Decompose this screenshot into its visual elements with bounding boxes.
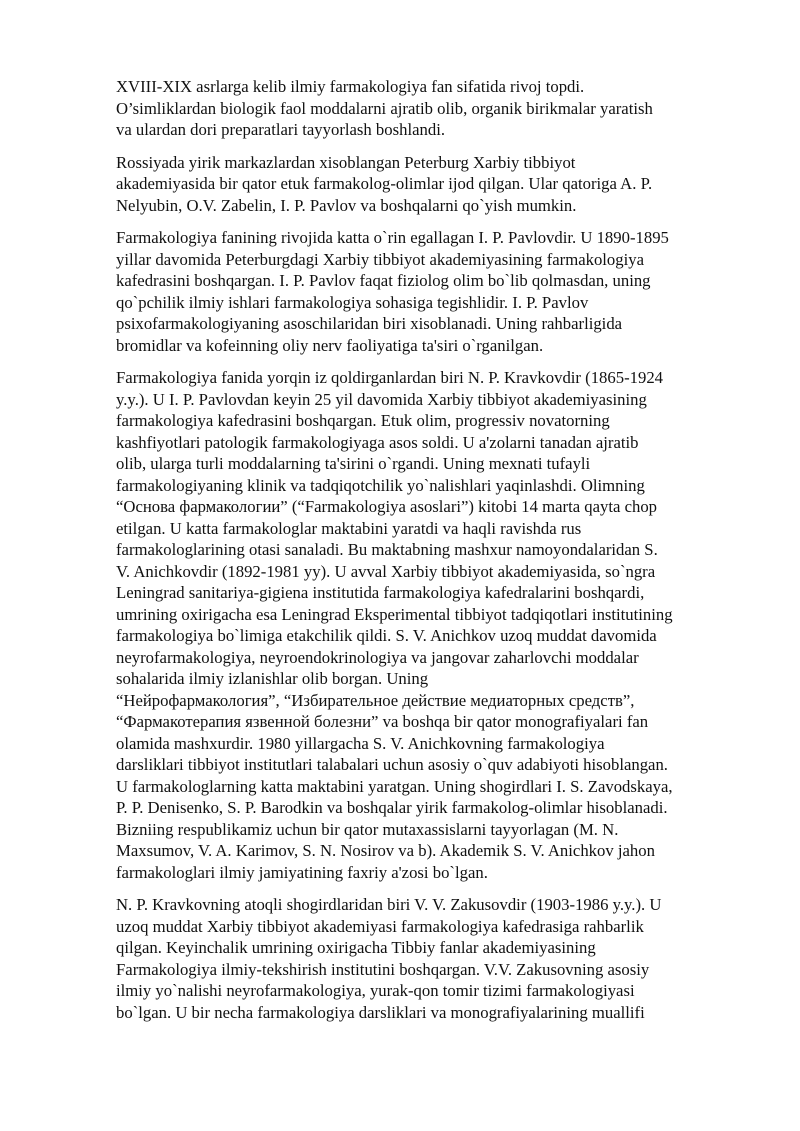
paragraph-intro: XVIII-XIX asrlarga kelib ilmiy farmakologiya fan sifatida rivoj topdi. O’simliklardan biologik faol moddalarni ajratib olib, organik birikmalar yaratish va ulardan dori preparatlari tayyorlash boshlandi. (116, 77, 653, 139)
paragraph-kravkov-anichkov: Farmakologiya fanida yorqin iz qoldirganlardan biri N. P. Kravkovdir (1865-1924 y.y.). U I. P. Pavlovdan keyin 25 yil davomida Xarbiy tibbiyot akademiyasining farmakologiya kafedrasini boshqargan. Etuk olim, progressiv novatorning kashfiyotlari patologik farmakologiyaga asos soldi. U a'zolarni tanadan ajratib olib, ularga turli moddalarning ta'sirini o`rgandi. Uning mexnati tufayli farmakologiyaning klinik va tadqiqotchilik yo`nalishlari yaqinlashdi. Olimning “Основа фармакологии” (“Farmakologiya asoslari”) kitobi 14 marta qayta chop etilgan. U katta farmakologlar maktabini yaratdi va haqli ravishda rus farmakologlarining otasi sanaladi. Bu maktabning mashxur namoyondalaridan S. V. Anichkovdir (1892-1981 yy). U avval Xarbiy tibbiyot akademiyasida, so`ngra Leningrad sanitariya-gigiena institutida farmakologiya kafedralarini boshqardi, umrining oxirigacha esa Leningrad Eksperimental tibbiyot tadqiqotlari institutining farmakologiya bo`limiga etakchilik qildi. S. V. Anichkov uzoq muddat davomida neyrofarmakologiya, neyroendokrinologiya va jangovar zaharlovchi moddalar sohalarida ilmiy izlanishlar olib borgan. Uning “Нейрофармакология”, “Избирательное действие медиаторных средств”, “Фармакотерапия язвенной болезни” va boshqa bir qator monografiyalari fan olamida mashxurdir. 1980 yillargacha S. V. Anichkovning farmakologiya darsliklari tibbiyot institutlari talabalari uchun asosiy o`quv adabiyoti hisoblangan. U farmakologlarning katta maktabini yaratgan. Uning shogirdlari I. S. Zavodskaya, P. P. Denisenko, S. P. Barodkin va boshqalar yirik farmakolog-olimlar hisoblanadi. Bizniing respublikamiz uchun bir qator mutaxassislarni tayyorlagan (M. N. Maxsumov, V. A. Karimov, S. N. Nosirov va b). Akademik S. V. Anichkov jahon farmakologlari ilmiy jamiyatining faxriy a'zosi bo`lgan. (116, 368, 673, 882)
paragraph-pavlov: Farmakologiya fanining rivojida katta o`rin egallagan I. P. Pavlovdir. U 1890-1895 yillar davomida Peterburgdagi Xarbiy tibbiyot akademiyasining farmakologiya kafedrasini boshqargan. I. P. Pavlov faqat fiziolog olim bo`lib qolmasdan, uning qo`pchilik ilmiy ishlari farmakologiya sohasiga tegishlidir. I. P. Pavlov psixofarmakologiyaning asoschilaridan biri xisoblanadi. Uning rahbarligida bromidlar va kofeinning oliy nerv faoliyatiga ta'siri o`rganilgan. (116, 228, 669, 355)
document-page (116, 76, 744, 1034)
paragraph-peterburg-academy: Rossiyada yirik markazlardan xisoblangan Peterburg Xarbiy tibbiyot akademiyasida bir qator etuk farmakolog-olimlar ijod qilgan. Ular qatoriga A. P. Nelyubin, O.V. Zabelin, I. P. Pavlov va boshqalarni qo`yish mumkin. (116, 152, 653, 215)
paragraph-zakusov: N. P. Kravkovning atoqli shogirdlaridan biri V. V. Zakusovdir (1903-1986 y.y.). U uzoq muddat Xarbiy tibbiyot akademiyasi farmakologiya kafedrasiga rahbarlik qilgan. Keyinchalik umrining oxirigacha Tibbiy fanlar akademiyasining Farmakologiya ilmiy-tekshirish institutini boshqargan. V.V. Zakusovning asosiy ilmiy yo`nalishi neyrofarmakologiya, yurak-qon tomir tizimi farmakologiyasi bo`lgan. U bir necha farmakologiya darsliklari va monografiyalarining muallifi (116, 895, 662, 1022)
